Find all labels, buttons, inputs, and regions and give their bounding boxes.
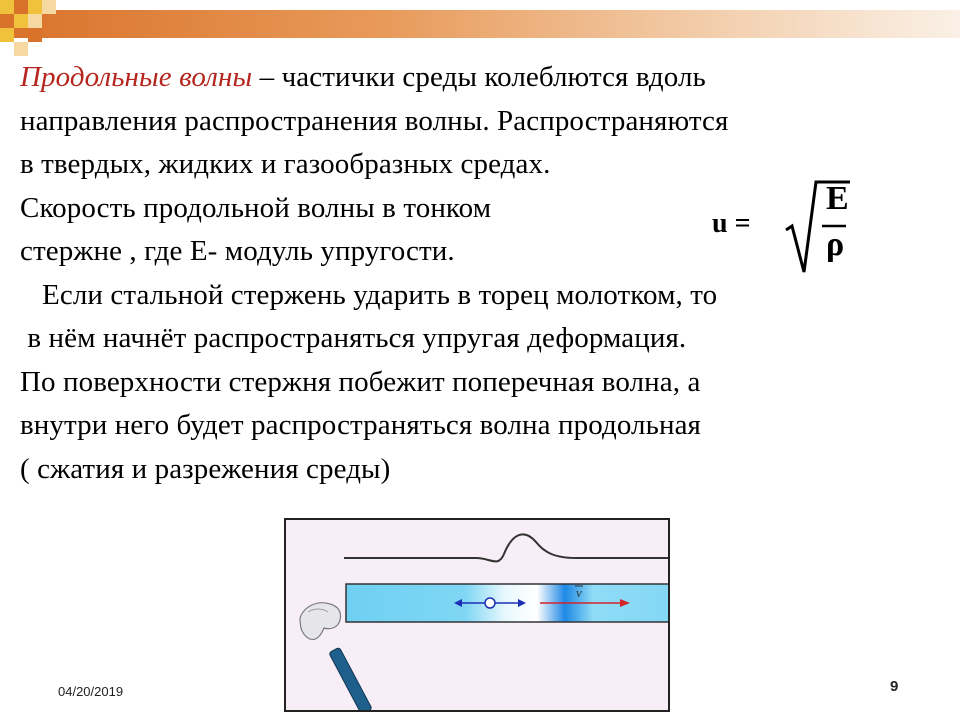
rod-wave-illustration: [286, 520, 668, 710]
formula-lhs: u =: [712, 208, 751, 239]
header-square: [42, 0, 56, 14]
body-line: стержне , где Е- модуль упругости.: [20, 235, 455, 267]
rod-wave-figure: [284, 518, 670, 712]
header-square: [0, 0, 14, 14]
header-square: [28, 14, 42, 28]
body-line: ( сжатия и разрежения среды): [20, 452, 391, 485]
header-square: [14, 14, 28, 28]
term-longitudinal-waves: Продольные волны: [20, 61, 253, 93]
slide-date: 04/20/2019: [58, 684, 124, 699]
particle-icon: [485, 598, 495, 608]
body-text: – частички среды колеблются вдоль: [252, 61, 706, 93]
body-line: в твердых, жидких и газообразных средах.: [20, 148, 551, 180]
velocity-label: v: [576, 585, 582, 600]
formula-numerator: E: [826, 180, 849, 217]
header-bar: [0, 10, 960, 38]
velocity-formula: [712, 178, 852, 278]
body-line: Скорость продольной волны в тонком: [20, 191, 492, 224]
body-line: [20, 56, 950, 100]
header-square: [0, 28, 14, 42]
header-square: [28, 0, 42, 14]
header-square: [0, 14, 14, 28]
body-line: направления распространения волны. Распространяются: [20, 104, 729, 137]
transverse-wave-curve: [344, 534, 668, 561]
header-square: [14, 0, 28, 14]
body-line: Если стальной стержень ударить в торец молотком, то: [20, 278, 718, 311]
formula-denominator: ρ: [826, 226, 845, 263]
header-square: [28, 28, 42, 42]
body-line: По поверхности стержня побежит поперечная волна, а: [20, 365, 701, 398]
slide-number: 9: [890, 678, 899, 695]
body-line: в нём начнёт распространяться упругая деформация.: [20, 322, 687, 354]
header-square: [14, 42, 28, 56]
body-line: внутри него будет распространяться волна продольная: [20, 409, 701, 441]
